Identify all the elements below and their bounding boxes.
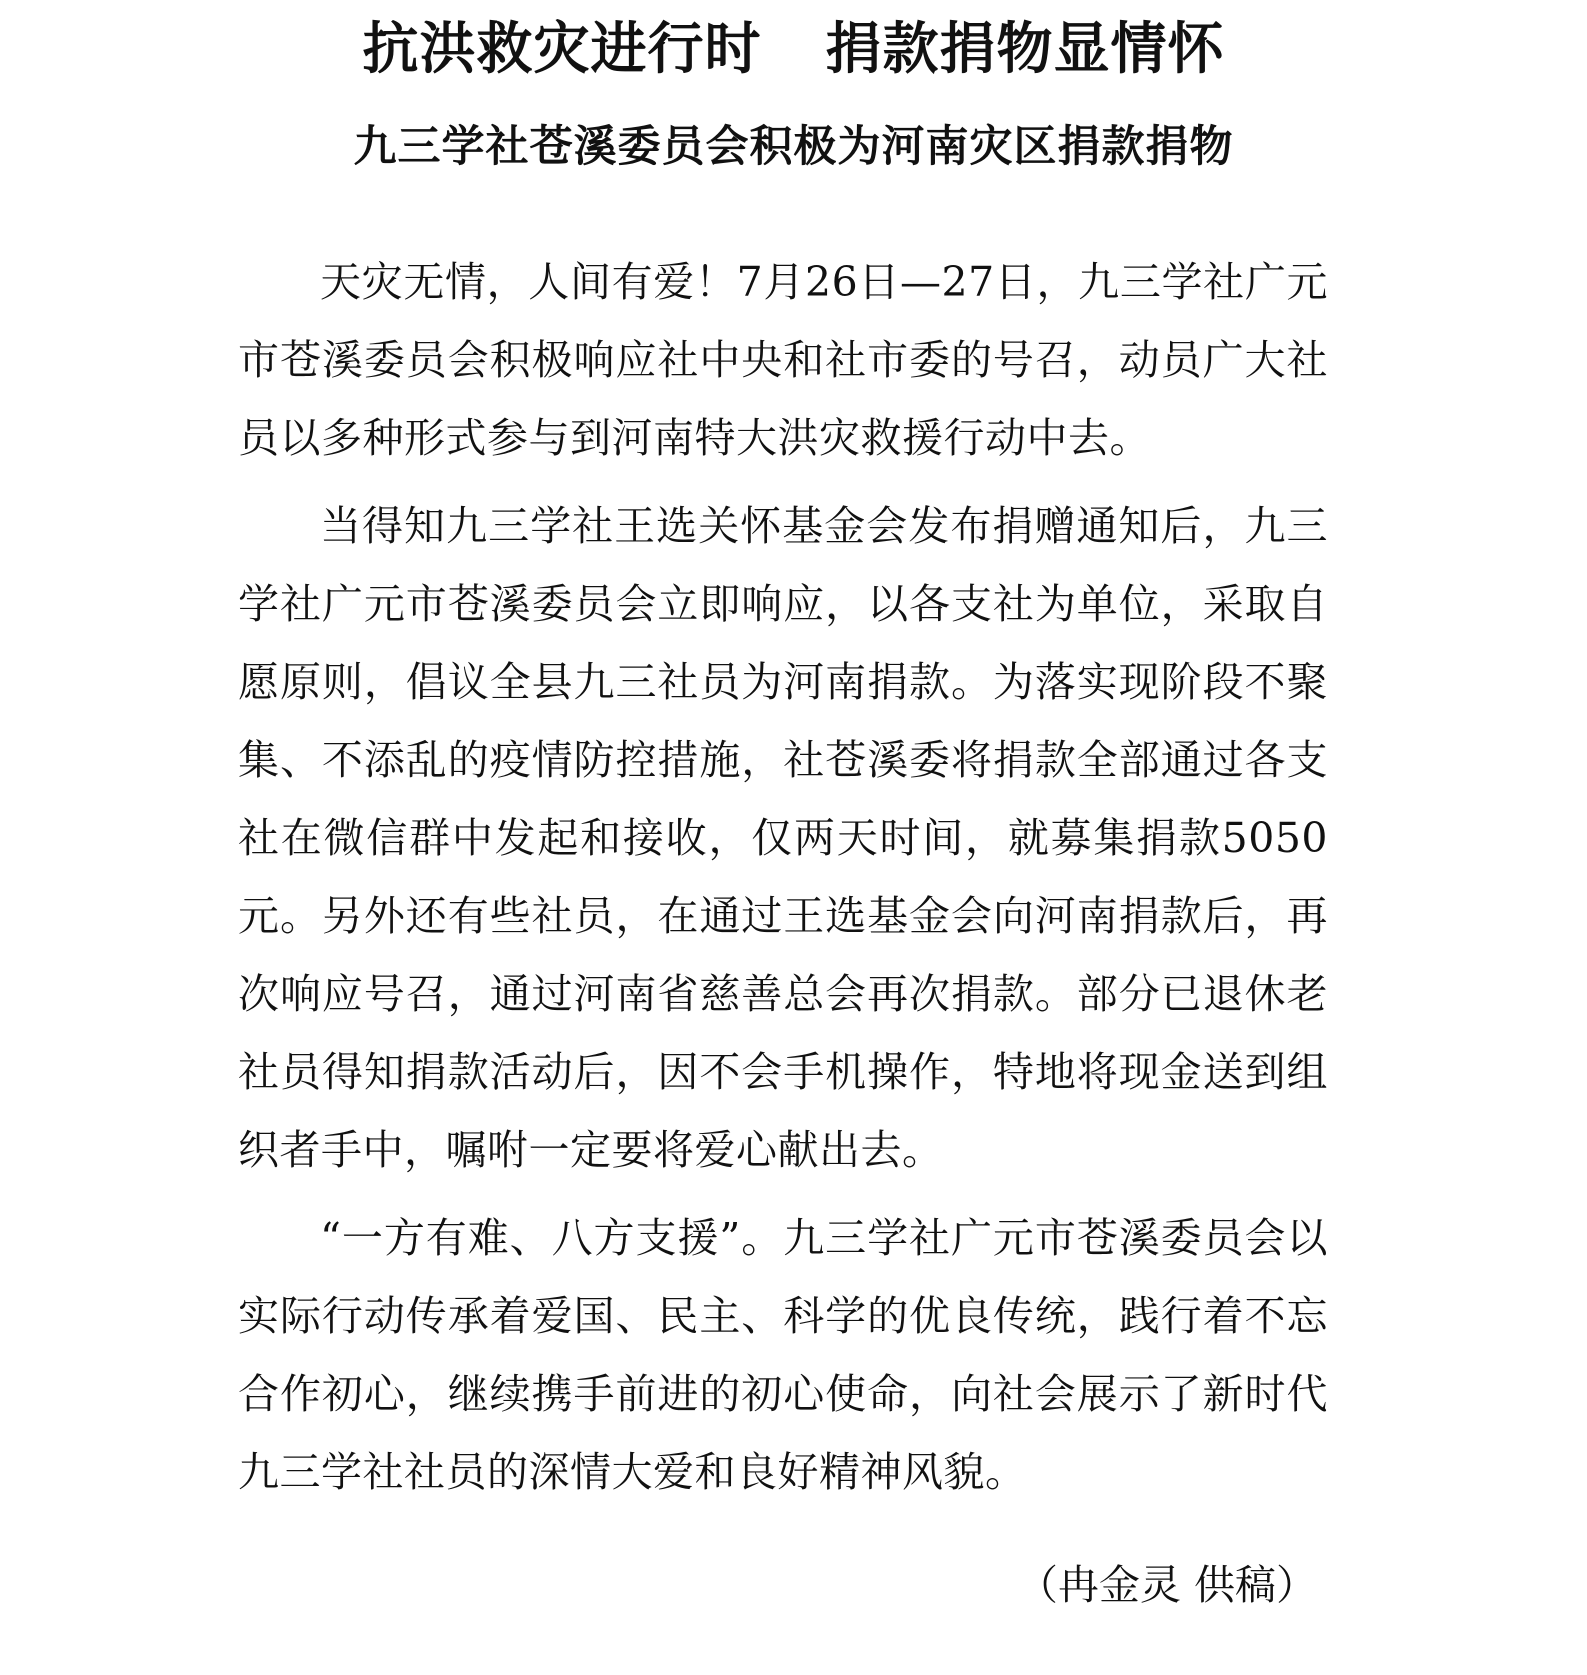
article-title-part-2: 捐款捐物显情怀 <box>825 16 1225 82</box>
author-byline: （冉金灵 供稿） <box>1016 1561 1317 1609</box>
article-title <box>0 14 1587 84</box>
paragraph-3: “一方有难、八方支援”。九三学社广元市苍溪委员会以实际行动传承着爱国、民主、科学的优良传统，践行着不忘合作初心，继续携手前进的初心使命，向社会展示了新时代九三学社社员的深情大爱和良好精神风貌。 <box>238 1214 1328 1496</box>
article-subtitle: 九三学社苍溪委员会积极为河南灾区捐款捐物 <box>353 122 1234 172</box>
paragraph-2: 当得知九三学社王选关怀基金会发布捐赠通知后，九三学社广元市苍溪委员会立即响应，以各支社为单位，采取自愿原则，倡议全县九三社员为河南捐款。为落实现阶段不聚集、不添乱的疫情防控措施，社苍溪委将捐款全部通过各支社在微信群中发起和接收，仅两天时间，就募集捐款5050元。另外还有些社员，在通过王选基金会向河南捐款后，再次响应号召，通过河南省慈善总会再次捐款。部分已退休老社员得知捐款活动后，因不会手机操作，特地将现金送到组织者手中，嘱咐一定要将爱心献出去。 <box>238 502 1328 1174</box>
article-body <box>238 243 1328 1511</box>
article-title-part-1: 抗洪救灾进行时 <box>362 16 762 82</box>
paragraph-1: 天灾无情，人间有爱！7月26日—27日，九三学社广元市苍溪委员会积极响应社中央和社市委的号召，动员广大社员以多种形式参与到河南特大洪灾救援行动中去。 <box>238 258 1328 462</box>
